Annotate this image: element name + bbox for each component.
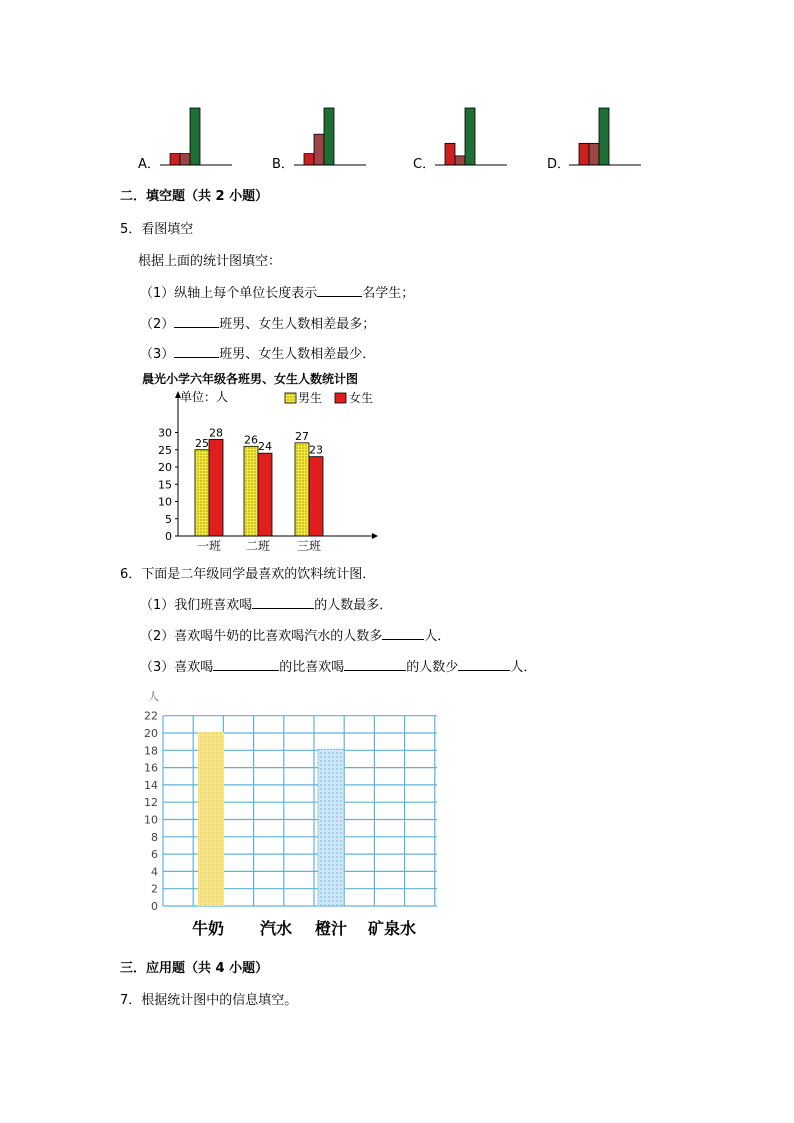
- x-axis-arrow: [372, 533, 378, 539]
- q6-item-3: [140, 656, 536, 675]
- bar-value-label: 28: [209, 426, 223, 440]
- y-tick-label: 4: [151, 865, 158, 879]
- bar-boys: [295, 443, 309, 536]
- q6-s1b: 的人数最多．: [314, 598, 393, 613]
- drink-bar: [198, 732, 224, 906]
- q6-s1a: （1）我们班喜欢喝: [140, 598, 253, 613]
- y-tick-label: 25: [158, 443, 172, 457]
- bar-value-label: 24: [258, 440, 272, 454]
- y-tick-label: 6: [151, 848, 158, 862]
- q6-s3d: 人．: [510, 660, 537, 675]
- q6-item-2: [140, 625, 450, 644]
- q5-s1a: （1）纵轴上每个单位长度表示: [140, 286, 318, 301]
- answer-blank[interactable]: [317, 284, 362, 297]
- q5-intro: 根据上面的统计图填空：: [138, 254, 282, 269]
- y-tick-label: 16: [144, 761, 158, 775]
- y-tick-label: 0: [165, 530, 172, 543]
- bar-girls: [209, 439, 223, 536]
- x-category-label: 矿泉水: [368, 919, 417, 938]
- option-bar: [465, 108, 475, 165]
- option-label[interactable]: A．: [138, 157, 160, 172]
- q5-s3b: 班男、女生人数相差最少．: [219, 347, 376, 362]
- q5-s1b: 名学生；: [362, 286, 415, 301]
- q5-item-3: [140, 343, 375, 362]
- option-mini-chart: [569, 104, 641, 166]
- legend-girl-swatch: [335, 393, 346, 403]
- y-tick-label: 14: [144, 778, 158, 792]
- q5-title: 5．看图填空: [120, 222, 194, 237]
- option-bar: [170, 154, 180, 165]
- y-tick-label: 20: [158, 461, 172, 474]
- option-bar: [445, 143, 455, 165]
- answer-blank[interactable]: [252, 596, 314, 609]
- q6-item-1: [140, 594, 392, 613]
- answer-blank[interactable]: [344, 658, 406, 671]
- x-category-label: 二班: [245, 539, 271, 553]
- y-tick-label: 30: [158, 426, 172, 440]
- option-bar: [304, 154, 314, 165]
- chart1-unit: 单位：人: [180, 390, 229, 404]
- q7-title: 7．根据统计图中的信息填空。: [120, 993, 298, 1008]
- bar-value-label: 25: [195, 436, 209, 450]
- x-category-label: 一班: [196, 539, 222, 553]
- option-label[interactable]: C．: [413, 157, 436, 172]
- bar-value-label: 27: [295, 429, 309, 443]
- bar-value-label: 23: [309, 443, 323, 457]
- y-tick-label: 12: [144, 796, 158, 810]
- bar-girls: [309, 457, 323, 536]
- option-label[interactable]: D．: [547, 157, 571, 172]
- option-mini-chart: [294, 104, 366, 166]
- x-category-label: 三班: [296, 539, 322, 553]
- q6-s2b: 人．: [424, 629, 451, 644]
- option-mini-chart: [160, 104, 232, 166]
- chart1-title: 晨光小学六年级各班男、女生人数统计图: [142, 372, 359, 386]
- bar-boys: [244, 446, 258, 536]
- y-tick-label: 8: [151, 830, 158, 844]
- drink-bar-chart: [140, 688, 440, 943]
- q6-s2a: （2）喜欢喝牛奶的比喜欢喝汽水的人数多: [140, 629, 383, 644]
- option-bar: [324, 108, 334, 165]
- option-bar: [599, 108, 609, 165]
- chart2-unit: 人: [148, 690, 159, 703]
- legend-girl-label: 女生: [349, 391, 374, 405]
- option-label[interactable]: B．: [272, 157, 294, 172]
- legend-boy-label: 男生: [298, 391, 323, 405]
- q5-s3a: （3）: [140, 347, 175, 362]
- y-tick-label: 20: [144, 727, 158, 740]
- x-category-label: 牛奶: [192, 919, 225, 938]
- option-bar: [314, 134, 324, 165]
- section-3-heading: 三．应用题（共 4 小题）: [120, 961, 269, 976]
- bar-girls: [258, 453, 272, 536]
- q5-s2a: （2）: [140, 317, 175, 332]
- y-tick-label: 2: [151, 882, 158, 896]
- answer-blank[interactable]: [174, 345, 219, 358]
- section-2-heading: 二．填空题（共 2 小题）: [120, 189, 269, 204]
- q6-s3c: 的人数少: [406, 660, 459, 675]
- q6-s3a: （3）喜欢喝: [140, 660, 214, 675]
- x-category-label: 汽水: [260, 919, 293, 938]
- q5-s2b: 班男、女生人数相差最多；: [219, 317, 376, 332]
- q5-item-2: [140, 313, 375, 332]
- drink-bar: [318, 749, 344, 906]
- class-gender-bar-chart: [140, 366, 410, 556]
- option-bar: [455, 156, 465, 165]
- option-bar: [579, 143, 589, 165]
- answer-blank[interactable]: [213, 658, 279, 671]
- option-bar: [190, 108, 200, 165]
- y-tick-label: 10: [144, 813, 158, 827]
- q6-s3b: 的比喜欢喝: [279, 660, 345, 675]
- legend-boy-swatch: [285, 393, 296, 403]
- y-tick-label: 22: [144, 709, 158, 723]
- option-bar: [180, 154, 190, 165]
- answer-blank[interactable]: [174, 315, 219, 328]
- answer-blank[interactable]: [382, 627, 424, 640]
- option-bar: [589, 143, 599, 165]
- x-category-label: 橙汁: [315, 919, 348, 938]
- bar-value-label: 26: [244, 433, 258, 447]
- y-tick-label: 15: [158, 478, 172, 492]
- q5-item-1: [140, 282, 414, 301]
- y-tick-label: 10: [158, 495, 172, 509]
- y-tick-label: 0: [151, 900, 158, 913]
- y-tick-label: 5: [165, 512, 172, 526]
- bar-boys: [195, 450, 209, 536]
- option-mini-chart: [435, 104, 507, 166]
- q6-title: 6．下面是二年级同学最喜欢的饮料统计图．: [120, 567, 376, 582]
- y-tick-label: 18: [144, 744, 158, 758]
- answer-blank[interactable]: [458, 658, 510, 671]
